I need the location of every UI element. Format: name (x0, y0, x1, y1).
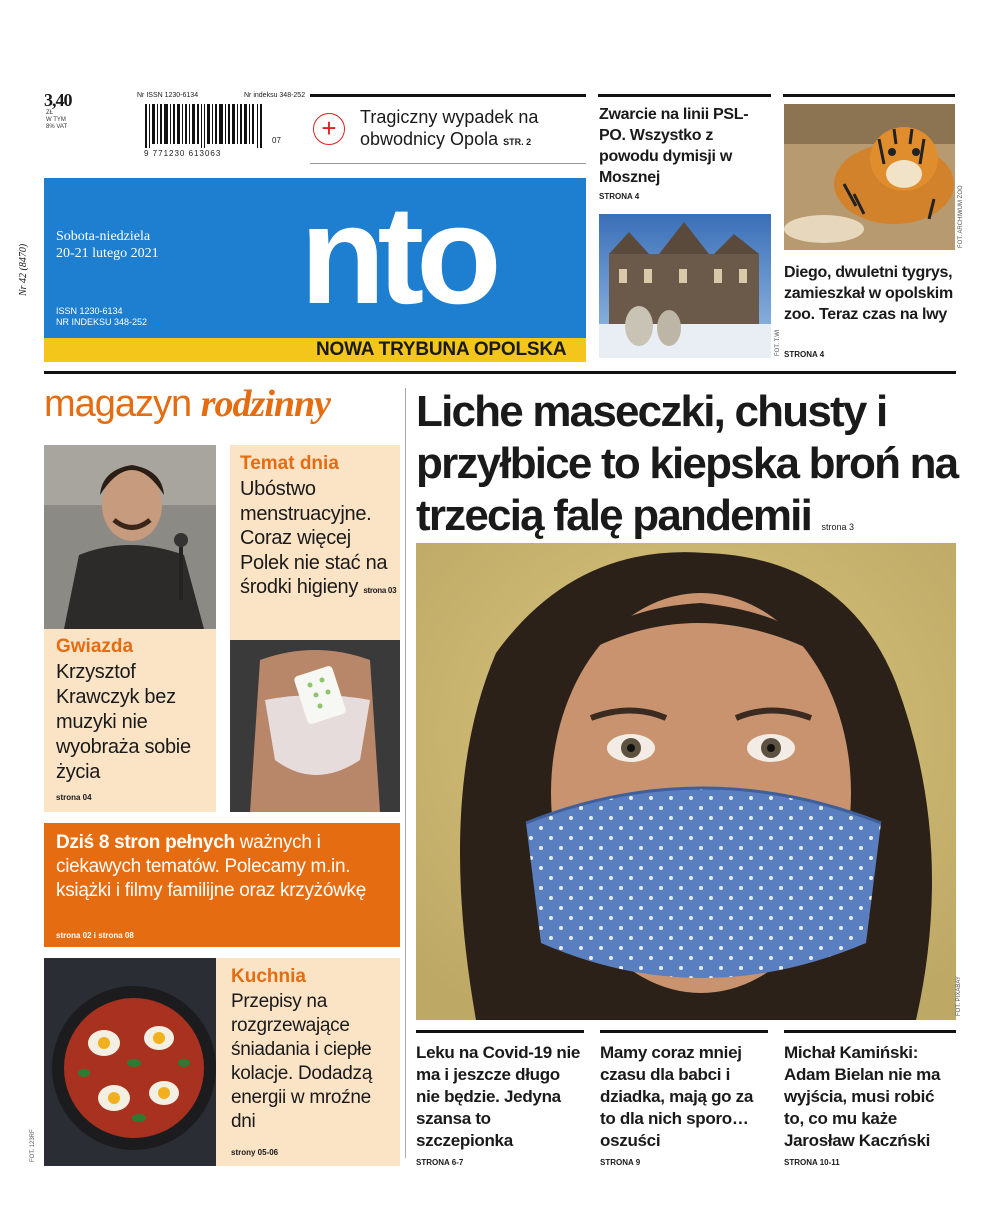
kuchnia-ref: strony 05-06 (231, 1148, 279, 1157)
masthead-logo[interactable]: nto (300, 176, 494, 333)
issue-number: Nr 42 (8470) (18, 243, 29, 296)
top-story-1-credit: FOT. T.WI (775, 329, 781, 356)
barcode-icon (145, 104, 265, 148)
top-story-1-title[interactable]: Zwarcie na linii PSL-PO. Wszystko z powodu dymisji w Mosznej (599, 106, 749, 186)
cover-price: 3,40 (44, 90, 72, 110)
lead-photo-credit: FOT. PIXABAY (956, 976, 962, 1016)
gwiazda-text: Krzysztof Krawczyk bez muzyki nie wyobraża sobie życia (56, 661, 191, 783)
kuchnia-kicker: Kuchnia (231, 966, 306, 987)
gwiazda-ref: strona 04 (56, 793, 92, 802)
masthead-subtitle: NOWA TRYBUNA OPOLSKA (316, 339, 567, 360)
magazine-title-bold: rodzinny (200, 383, 331, 425)
barcode-addon: 07 (272, 136, 281, 145)
bottom-story-rule (600, 1030, 768, 1033)
tiger-photo (784, 104, 955, 250)
temat-text: Ubóstwo menstruacyjne. Coraz więcej Polek nie stać na środki higieny (240, 478, 388, 598)
bottom-story-rule (416, 1030, 584, 1033)
bottom-story-rule (784, 1030, 956, 1033)
teaser-text: Tragiczny wypadek na obwodnicy Opola (360, 107, 539, 149)
teaser-rule (310, 94, 586, 97)
teaser-link[interactable] (360, 106, 590, 153)
index-label: Nr indeksu 348-252 (244, 92, 306, 99)
temat-kicker: Temat dnia (240, 453, 339, 474)
barcode-digits: 9 771230 613063 (144, 149, 222, 158)
issue-date-line: 20-21 lutego 2021 (56, 246, 159, 261)
promo-text: ważnych i ciekawych tematów. Polecamy m.in. książki i filmy familijne oraz krzyżówkę (56, 832, 367, 901)
plus-icon: + (313, 113, 345, 145)
price-note-line: W TYM (46, 117, 66, 123)
column-divider (405, 388, 406, 1158)
promo-text-block (56, 831, 396, 903)
issue-date-line: Sobota-niedziela (56, 229, 151, 244)
issue-date (56, 228, 159, 262)
castle-photo (599, 214, 771, 358)
pad-photo (230, 640, 400, 812)
lead-headline: Liche maseczki, chusty i przyłbice to kiepska broń na trzecią falę pandemii (416, 387, 958, 540)
bottom-story-2-ref: STRONA 9 (600, 1158, 641, 1167)
magazine-title-light: magazyn (44, 383, 192, 425)
teaser-rule-bottom (310, 163, 586, 164)
mask-woman-photo (416, 543, 956, 1020)
top-story-2-ref: STRONA 4 (784, 350, 825, 359)
top-story-2-rule (783, 94, 955, 97)
bottom-story-3-title[interactable]: Michał Kamiński: Adam Bielan nie ma wyjścia, musi robić to, co mu każe Jarosław Kaczński (784, 1043, 941, 1150)
bottom-story-2-title[interactable]: Mamy coraz mniej czasu dla babci i dziadka, mają go za to dla nich sporo… oszuści (600, 1043, 754, 1150)
lead-ref: strona 3 (821, 522, 854, 532)
kuchnia-text: Przepisy na rozgrzewające śniadania i ciepłe kolacje. Dodadzą energii w mroźne dni (231, 991, 372, 1132)
price-note-line: ZŁ (46, 110, 54, 116)
gwiazda-kicker: Gwiazda (56, 636, 134, 657)
shakshuka-photo (44, 958, 216, 1166)
top-story-2-credit: FOT. ARCHIWUM ZOO (958, 185, 964, 248)
issn-line: ISSN 1230-6134 (56, 306, 123, 316)
masthead-issn (56, 306, 147, 328)
temat-text-block (240, 477, 398, 604)
bottom-story-1-title[interactable]: Leku na Covid-19 nie ma i jeszcze długo nie będzie. Jedyna szansa to szczepionka (416, 1043, 581, 1150)
lead-headline-block[interactable] (416, 386, 960, 553)
bottom-story-1-ref: STRONA 6-7 (416, 1158, 464, 1167)
teaser-ref: STR. 2 (503, 137, 532, 147)
bottom-story-3-ref: STRONA 10-11 (784, 1158, 840, 1167)
index-line: NR INDEKSU 348-252 (56, 317, 148, 327)
price-note (46, 110, 67, 131)
promo-ref: strona 02 i strona 08 (56, 931, 134, 940)
magazine-title[interactable] (44, 382, 330, 426)
main-rule (44, 371, 956, 374)
temat-ref: strona 03 (363, 586, 397, 595)
price-note-line: 8% VAT (46, 124, 68, 130)
krawczyk-photo (44, 445, 216, 629)
top-story-1-rule (598, 94, 771, 97)
issn-label: Nr ISSN 1230-6134 (137, 92, 199, 99)
promo-bold: Dziś 8 stron pełnych (56, 832, 235, 853)
kuchnia-credit: FOT. 123RF (30, 1129, 36, 1162)
top-story-1-ref: STRONA 4 (599, 192, 640, 201)
top-story-2-title[interactable]: Diego, dwuletni tygrys, zamieszkał w opolskim zoo. Teraz czas na lwy (784, 264, 953, 323)
